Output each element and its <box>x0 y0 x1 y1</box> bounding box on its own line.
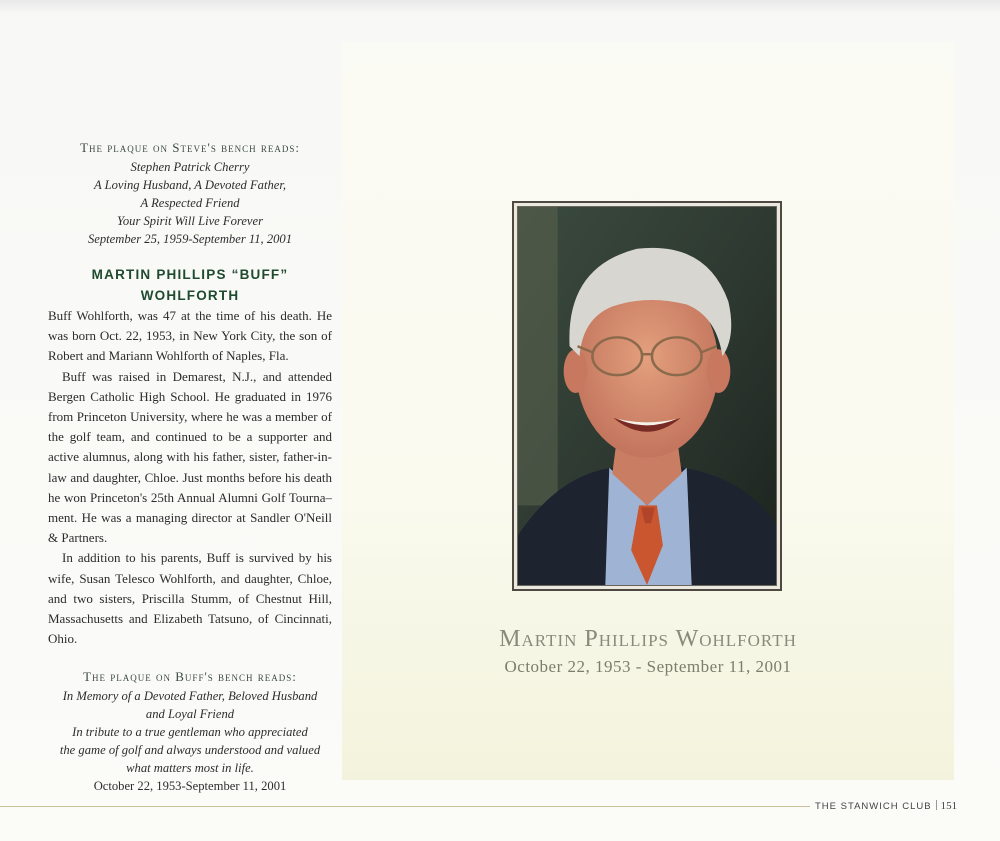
bio-paragraph: In addition to his parents, Buff is survived by his wife, Susan Telesco Wohlforth, and daughter, Chloe, and two sisters, Priscilla Stumm, of Chestnut Hill, Massachusetts and Elizabeth Tatsuno, of Cincinnati, Ohio. <box>48 550 332 647</box>
page-footer <box>815 800 957 812</box>
steve-plaque-heading: The plaque on Steve's bench reads: <box>80 140 300 155</box>
buff-plaque-heading: The plaque on Buff's bench reads: <box>83 669 297 685</box>
steve-plaque-line: Stephen Patrick Cherry <box>130 160 250 174</box>
publication-name: THE STANWICH CLUB <box>815 801 932 812</box>
portrait-frame <box>512 201 782 591</box>
left-column <box>48 140 332 795</box>
portrait-panel <box>342 42 954 780</box>
page-number: 151 <box>940 800 958 812</box>
steve-plaque-line: A Respected Friend <box>140 196 240 210</box>
buff-plaque <box>48 669 332 795</box>
buff-plaque-line: what matters most in life. <box>126 761 254 776</box>
steve-plaque-line: September 25, 1959-September 11, 2001 <box>87 232 293 246</box>
buff-plaque-line: In tribute to a true gentleman who appreciated <box>72 725 308 740</box>
portrait-dates: October 22, 1953 - September 11, 2001 <box>504 657 792 676</box>
buff-name-line1: MARTIN PHILLIPS “BUFF” <box>91 267 289 282</box>
portrait-caption <box>342 626 954 677</box>
footer-rule <box>0 806 810 807</box>
buff-plaque-line: and Loyal Friend <box>145 707 235 722</box>
buff-plaque-line: In Memory of a Devoted Father, Beloved Husband <box>62 689 318 704</box>
buff-name-line2: WOHLFORTH <box>140 288 240 303</box>
bio-paragraph: Buff Wohlforth, was 47 at the time of his death. He was born Oct. 22, 1953, in New York City, the son of Robert and Mariann Wohlforth of Naples, Fla. <box>48 308 332 364</box>
portrait-name: Martin Phillips Wohlforth <box>499 626 797 652</box>
buff-biography <box>48 306 332 649</box>
buff-name-heading <box>48 264 332 306</box>
footer-divider <box>936 800 937 810</box>
bio-paragraph: Buff was raised in Demarest, N.J., and attended Bergen Catholic High School. He graduated in 1976 from Princeton University, where he was a member of the golf team, and continued to be a supporter and active alumnus, along with his father, sister, father-in-law and daughter, Chloe. Just months before his death he won Princeton's 25th Annual Alumni Golf Tourna–ment. He was a managing director at Sandler O'Neill & Partners. <box>48 368 332 546</box>
portrait-image <box>518 207 776 585</box>
portrait-photo <box>517 206 777 586</box>
buff-plaque-date: October 22, 1953-September 11, 2001 <box>93 779 287 794</box>
buff-plaque-line: the game of golf and always understood and valued <box>59 743 321 758</box>
steve-plaque-line: Your Spirit Will Live Forever <box>117 214 263 228</box>
steve-plaque-line: A Loving Husband, A Devoted Father, <box>93 178 287 192</box>
steve-plaque <box>48 140 332 248</box>
